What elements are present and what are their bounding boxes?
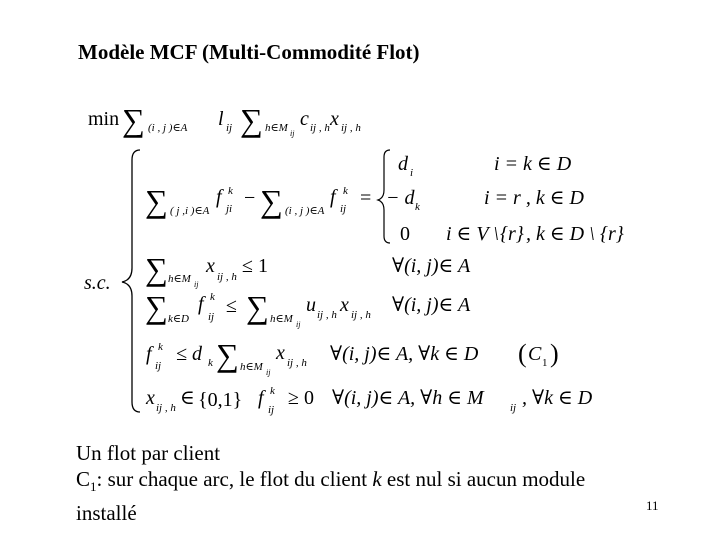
- binary-set: {0,1}: [198, 389, 243, 411]
- sum-subscript: h∈M: [265, 122, 288, 134]
- x-variable: x: [206, 255, 215, 277]
- text-k: k: [372, 467, 382, 491]
- label-paren-open: (: [518, 339, 527, 368]
- sum-symbol: ∑: [145, 251, 168, 287]
- capacity-module-constraint: [145, 251, 471, 289]
- label-paren-close: ): [550, 339, 559, 368]
- case3-condition-a: i ∈ V \: [446, 223, 499, 245]
- case1-condition: i = k ∈ D: [494, 153, 572, 175]
- f-subscript: ji: [226, 203, 233, 215]
- relation: ≤ d: [176, 343, 202, 365]
- d-subscript: k: [208, 357, 213, 369]
- x-variable: x: [330, 108, 339, 130]
- min-operator: min: [88, 108, 120, 130]
- sum-subscript: (i , j )∈A: [148, 122, 188, 134]
- flow-conservation-constraint: [145, 150, 624, 245]
- l-variable: l: [218, 108, 224, 130]
- f-subscript: ij: [268, 404, 275, 416]
- u-variable: u: [306, 294, 316, 316]
- sum-subscript: h∈M: [270, 313, 293, 325]
- sum-subscript: ( j ,i )∈A: [170, 205, 210, 217]
- arc-capacity-constraint: [145, 289, 471, 329]
- sum-symbol: ∑: [246, 289, 269, 325]
- case2-subscript: k: [415, 201, 420, 213]
- sum-symbol: ∑: [122, 102, 145, 138]
- equals-sign: =: [360, 187, 372, 209]
- x-variable: x: [276, 342, 285, 364]
- sum-subscript: h∈M: [240, 361, 263, 373]
- text-part-b: est nul si aucun module: [381, 467, 586, 491]
- label-c-sub: 1: [90, 479, 97, 495]
- f-variable: f: [330, 186, 336, 208]
- quantifier: ∀(i, j)∈ A, ∀h ∈ M: [332, 387, 484, 409]
- explanation-text: [76, 440, 585, 526]
- sum-subscript: k∈D: [168, 313, 189, 325]
- f-variable: f: [198, 293, 204, 315]
- f-subscript: ij: [340, 203, 347, 215]
- u-subscript: ij , h: [317, 309, 337, 321]
- case2-condition: i = r , k ∈ D: [484, 187, 584, 209]
- case3-set-a: {r}: [500, 223, 524, 245]
- x-subscript: ij , h: [156, 402, 176, 414]
- f-subscript: ij: [208, 311, 215, 323]
- page-number: 11: [646, 498, 659, 513]
- quantifier: ∀(i, j)∈ A, ∀k ∈ D: [330, 343, 479, 365]
- text-part-a: : sur chaque arc, le flot du client: [96, 467, 373, 491]
- f-superscript: k: [228, 185, 233, 197]
- relation: ≤: [226, 295, 237, 317]
- slide-title: Modèle MCF (Multi-Commodité Flot): [78, 40, 420, 64]
- domain-constraint: [145, 385, 593, 416]
- sum-symbol: ∑: [216, 337, 239, 373]
- sum-symbol: ∑: [145, 183, 168, 219]
- constraint-label: C: [528, 343, 542, 365]
- demand-module-constraint: [146, 337, 559, 377]
- sum-subscript: h∈M: [168, 273, 191, 285]
- element-of: ∈: [180, 387, 195, 409]
- relation: ≤ 1: [242, 255, 268, 277]
- f-superscript: k: [343, 185, 348, 197]
- constraints-brace: [122, 150, 140, 412]
- quantifier-b: , ∀k ∈ D: [522, 387, 593, 409]
- x-variable: x: [340, 294, 349, 316]
- c-variable: c: [300, 108, 309, 130]
- f-subscript: ij: [155, 360, 162, 372]
- x-subscript: ij , h: [351, 309, 371, 321]
- relation: ≥ 0: [288, 387, 314, 409]
- case3-value: 0: [400, 223, 410, 245]
- case2-value: − d: [386, 187, 415, 209]
- sum-subscript-sub: ij: [296, 320, 301, 329]
- label-c: C: [76, 467, 91, 491]
- case3-set-b: {r}: [600, 223, 624, 245]
- x-subscript: ij , h: [217, 271, 237, 283]
- f-superscript: k: [210, 291, 215, 303]
- x-variable: x: [146, 387, 155, 409]
- x-subscript: ij , h: [287, 357, 307, 369]
- case1-subscript: i: [410, 167, 414, 179]
- text-line-3: installé: [76, 501, 137, 526]
- sum-subscript-sub: ij: [194, 280, 199, 289]
- quantifier-subscript: ij: [510, 402, 517, 414]
- sum-subscript: (i , j )∈A: [285, 205, 325, 217]
- f-variable: f: [216, 186, 222, 208]
- text-line-2: [76, 466, 585, 500]
- sum-symbol: ∑: [240, 102, 263, 138]
- constraint-label-sub: 1: [542, 357, 548, 369]
- quantifier: ∀(i, j)∈ A: [392, 294, 471, 316]
- objective-function: [88, 102, 361, 138]
- x-subscript: ij , h: [341, 122, 361, 134]
- case3-condition-b: , k ∈ D \: [526, 223, 595, 245]
- f-variable: f: [146, 343, 152, 365]
- subject-to-label: s.c.: [84, 272, 111, 294]
- f-superscript: k: [270, 385, 275, 397]
- sum-subscript-sub: ij: [266, 368, 271, 377]
- l-subscript: ij: [226, 122, 233, 134]
- quantifier: ∀(i, j)∈ A: [392, 255, 471, 277]
- minus-sign: −: [244, 187, 256, 209]
- sum-subscript-sub: ij: [290, 129, 295, 138]
- text-line-1: Un flot par client: [76, 441, 221, 465]
- c-subscript: ij , h: [310, 122, 330, 134]
- f-superscript: k: [158, 341, 163, 353]
- case1-value: d: [398, 153, 408, 175]
- sum-symbol: ∑: [260, 183, 283, 219]
- sum-symbol: ∑: [145, 289, 168, 325]
- f-variable: f: [258, 387, 264, 409]
